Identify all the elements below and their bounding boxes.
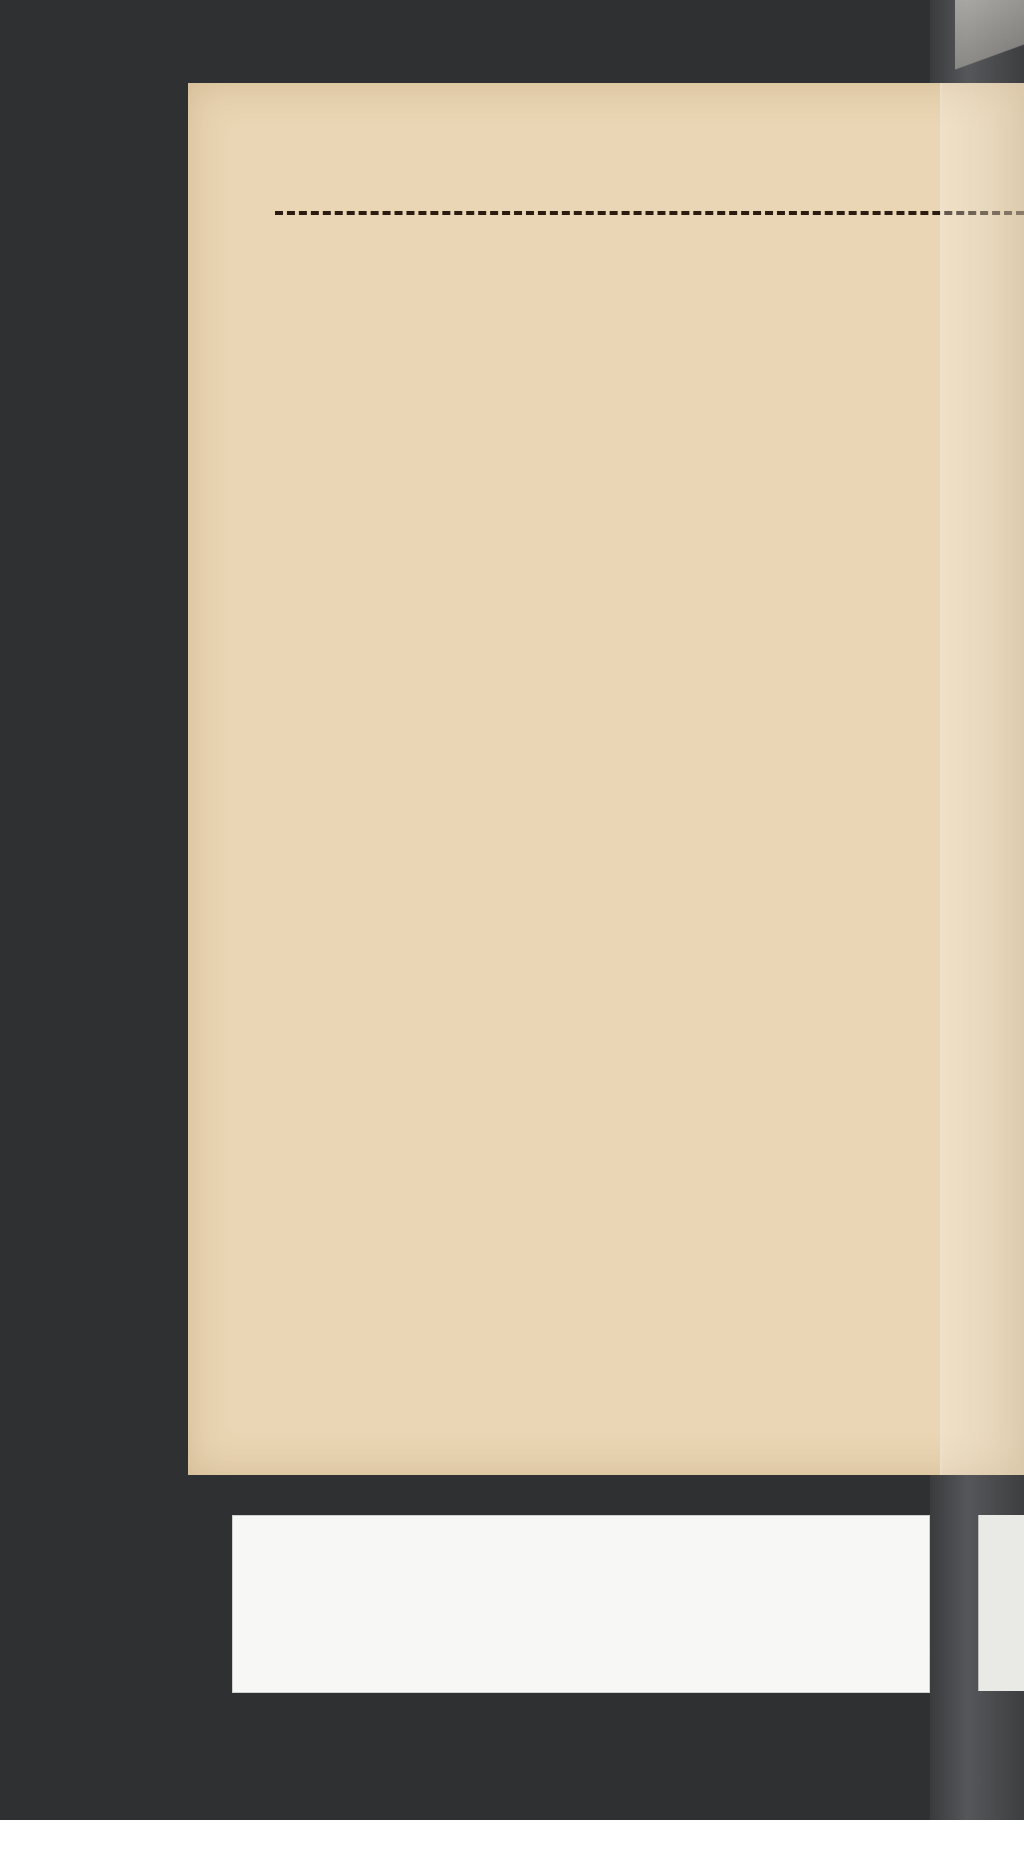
footer-bar (0, 1820, 1024, 1856)
book-page (188, 83, 1024, 1475)
ruler-scale (247, 1590, 607, 1634)
glass-overlap (940, 83, 1024, 1475)
color-card (232, 1515, 930, 1693)
head-rule (275, 211, 1024, 215)
barcode-icon (6, 1826, 50, 1850)
side-card (978, 1515, 1024, 1691)
glass-corner-reflection (955, 0, 1024, 90)
